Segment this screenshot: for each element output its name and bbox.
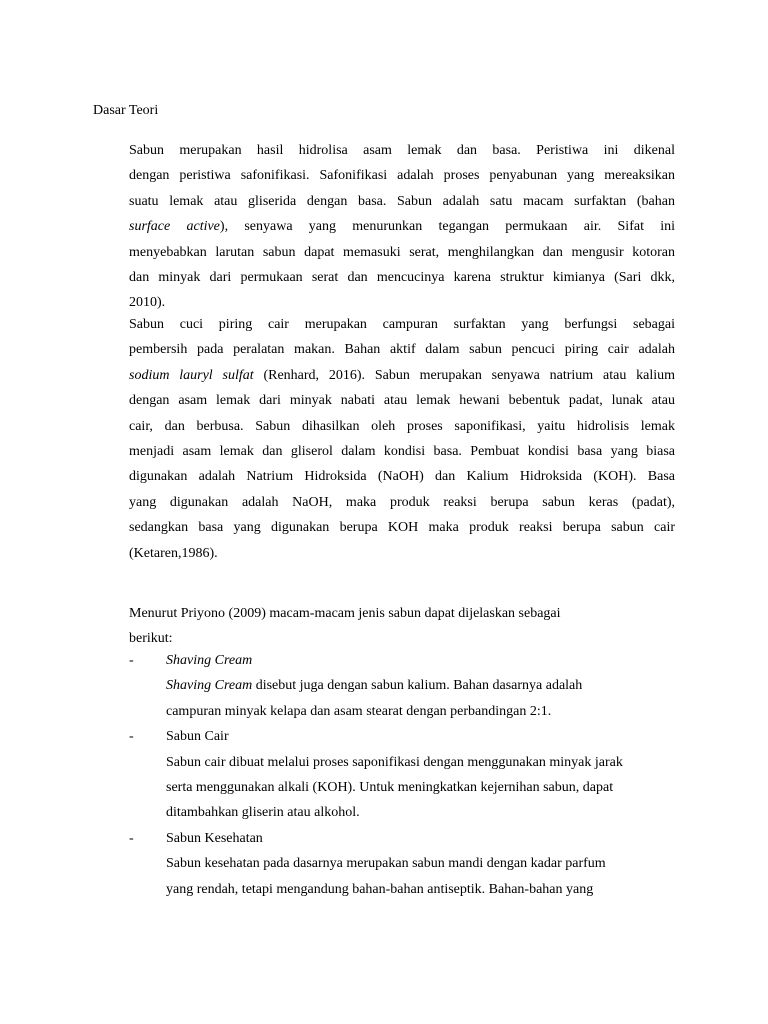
soap-type-title-text: Sabun Cair [166, 729, 229, 745]
text-run: menjadi asam lemak dan gliserol dalam kondisi basa. Pembuat kondisi basa yang biasa [129, 443, 675, 459]
soap-type-description-line [166, 775, 689, 800]
text-run: 2010). [129, 295, 166, 311]
text-run: Sabun cair dibuat melalui proses saponifikasi dengan menggunakan minyak jarak [166, 754, 623, 770]
text-run: yang rendah, tetapi mengandung bahan-bahan antiseptik. Bahan-bahan yang [166, 881, 594, 897]
text-run: menyebabkan larutan sabun dapat memasuki serat, menghilangkan dan mengusir kotoran [129, 244, 675, 260]
text-run: sedangkan basa yang digunakan berupa KOH maka produk reaksi berupa sabun cair [129, 520, 675, 536]
text-run: Sabun cuci piring cair merupakan campuran surfaktan yang berfungsi sebagai [129, 317, 675, 332]
text-line [129, 490, 675, 515]
text-run: pembersih pada peralatan makan. Bahan aktif dalam sabun pencuci piring cair adalah [129, 342, 675, 358]
text-run: dengan asam lemak dari minyak nabati atau lemak hewani bebentuk padat, lunak atau [129, 393, 675, 409]
soap-type-item [129, 648, 689, 724]
text-line [129, 464, 675, 489]
text-run: digunakan adalah Natrium Hidroksida (NaOH) dan Kalium Hidroksida (KOH). Basa [129, 469, 675, 485]
soap-type-description-line [166, 800, 689, 825]
text-run: disebut juga dengan sabun kalium. Bahan dasarnya adalah [252, 678, 583, 694]
section-heading: Dasar Teori [93, 103, 159, 118]
paragraph-1 [129, 138, 675, 316]
text-line [129, 439, 675, 464]
text-run: berikut: [129, 631, 173, 647]
text-line [129, 363, 675, 388]
text-run: dan minyak dari permukaan serat dan mencucinya karena struktur kimianya (Sari dkk, [129, 269, 675, 285]
text-run: yang digunakan adalah NaOH, maka produk reaksi berupa sabun keras (padat), [129, 494, 675, 510]
soap-type-description-line [166, 877, 689, 902]
text-line [129, 337, 675, 362]
soap-type-title [166, 826, 689, 851]
soap-type-title [166, 648, 689, 673]
text-run: dengan peristiwa safonifikasi. Safonifikasi adalah proses penyabunan yang mereaksikan [129, 168, 675, 184]
text-run: campuran minyak kelapa dan asam stearat dengan perbandingan 2:1. [166, 703, 552, 719]
text-line [129, 601, 675, 626]
text-run: (Renhard, 2016). Sabun merupakan senyawa natrium atau kalium [253, 367, 676, 383]
text-run: (Ketaren,1986). [129, 545, 218, 561]
italic-term: Shaving Cream [166, 678, 253, 694]
text-run: ), senyawa yang menurunkan tegangan permukaan air. Sifat ini [219, 219, 675, 235]
italic-term: surface active [129, 219, 220, 235]
soap-type-description-line [166, 673, 689, 698]
text-run: ditambahkan gliserin atau alkohol. [166, 805, 360, 821]
text-run: suatu lemak atau gliserida dengan basa. Sabun adalah satu macam surfaktan (bahan [129, 193, 675, 209]
text-line [129, 388, 675, 413]
text-line [129, 214, 675, 239]
bullet-dash: - [129, 830, 134, 846]
soap-type-title-text: Shaving Cream [166, 653, 253, 668]
text-run: cair, dan berbusa. Sabun dihasilkan oleh proses saponifikasi, yaitu hidrolisis lemak [129, 418, 675, 434]
soap-types-list [129, 648, 689, 902]
italic-term: sodium lauryl sulfat [129, 367, 254, 383]
paragraph-2 [129, 312, 675, 566]
text-line [129, 138, 675, 163]
paragraph-3 [129, 601, 675, 652]
soap-type-description-line [166, 750, 689, 775]
text-line [129, 414, 675, 439]
soap-type-item [129, 724, 689, 826]
soap-type-title-text: Sabun Kesehatan [166, 830, 263, 846]
text-run: Sabun kesehatan pada dasarnya merupakan sabun mandi dengan kadar parfum [166, 856, 606, 872]
text-run: Sabun merupakan hasil hidrolisa asam lemak dan basa. Peristiwa ini dikenal [129, 143, 675, 158]
text-line [129, 163, 675, 188]
text-line [129, 240, 675, 265]
bullet-dash: - [129, 653, 134, 668]
text-line [129, 541, 675, 566]
text-run: serta menggunakan alkali (KOH). Untuk meningkatkan kejernihan sabun, dapat [166, 779, 614, 795]
bullet-dash: - [129, 729, 134, 745]
text-line [129, 515, 675, 540]
text-line [129, 265, 675, 290]
text-run: Menurut Priyono (2009) macam-macam jenis sabun dapat dijelaskan sebagai [129, 606, 561, 621]
text-line [129, 189, 675, 214]
soap-type-item [129, 826, 689, 902]
soap-type-description-line [166, 851, 689, 876]
soap-type-title [166, 724, 689, 749]
soap-type-description-line [166, 699, 689, 724]
text-line [129, 312, 675, 337]
